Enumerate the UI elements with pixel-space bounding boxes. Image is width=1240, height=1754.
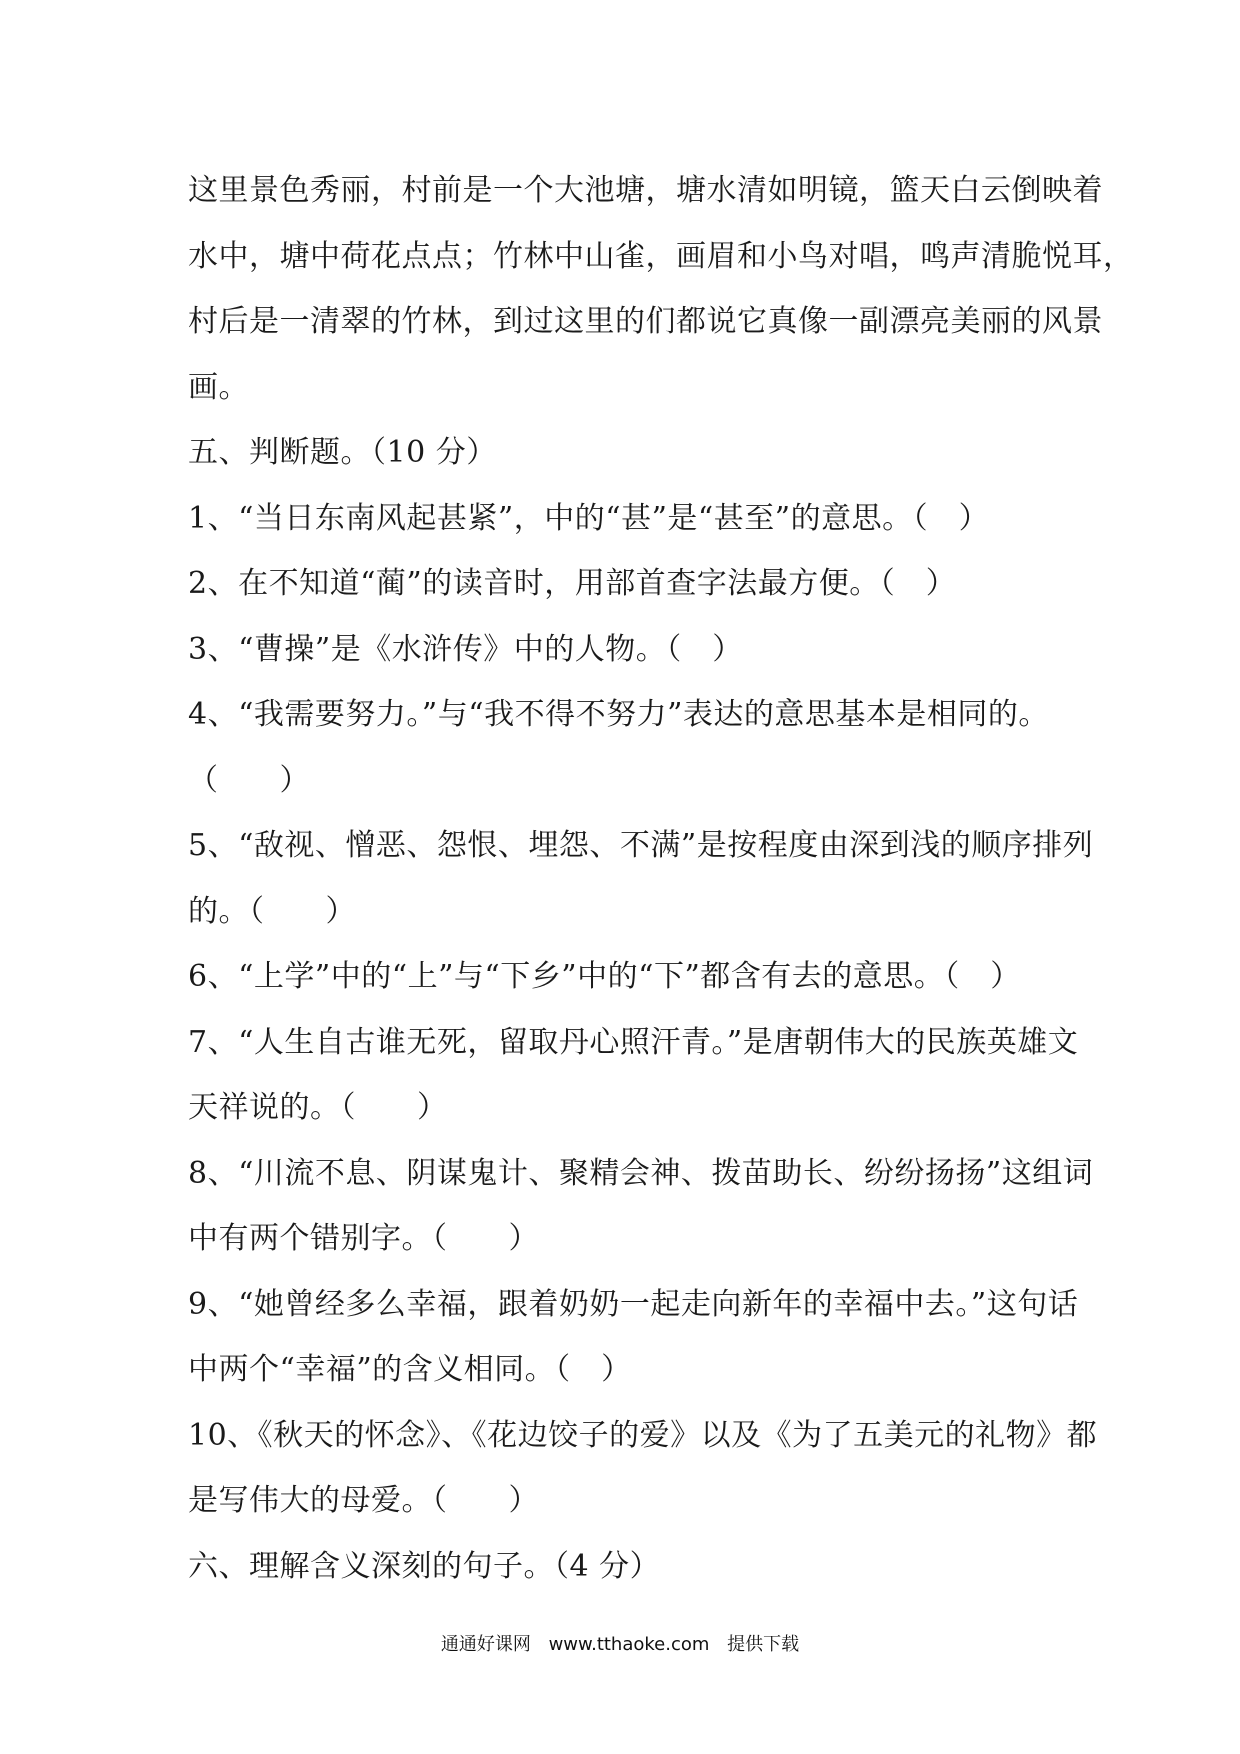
- question-line: 8、“川流不息、阴谋鬼计、聚精会神、拨苗助长、纷纷扬扬”这组词: [188, 1155, 1094, 1191]
- passage-line: 水中，塘中荷花点点；竹林中山雀，画眉和小鸟对唱，鸣声清脆悦耳，: [188, 238, 1134, 274]
- passage-line: 画。: [188, 369, 249, 405]
- question-line: 4、“我需要努力。”与“我不得不努力”表达的意思基本是相同的。: [188, 697, 1049, 732]
- question-line: 10、《秋天的怀念》、《花边饺子的爱》以及《为了五美元的礼物》都: [188, 1417, 1098, 1453]
- section-heading-true-false: 五、判断题。（10 分）: [188, 435, 497, 470]
- passage-line: 这里景色秀丽，村前是一个大池塘，塘水清如明镜，篮天白云倒映着: [188, 173, 1103, 208]
- footer-note: 提供下载: [727, 1634, 800, 1655]
- question-line: 6、“上学”中的“上”与“下乡”中的“下”都含有去的意思。（ ）: [188, 959, 1021, 994]
- question-line: 2、在不知道“蔺”的读音时，用部首查字法最方便。（ ）: [188, 566, 957, 601]
- footer-url: www.tthaoke.com: [548, 1634, 710, 1655]
- question-line: 的。（ ）: [188, 893, 356, 929]
- question-line: 是写伟大的母爱。（ ）: [188, 1483, 539, 1518]
- page-content: [188, 158, 1134, 1599]
- question-line: 9、“她曾经多么幸福，跟着奶奶一起走向新年的幸福中去。”这句话: [188, 1286, 1079, 1322]
- footer-site-name: 通通好课网: [440, 1634, 531, 1655]
- question-line: 7、“人生自古谁无死，留取丹心照汗青。”是唐朝伟大的民族英雄文: [188, 1024, 1079, 1060]
- question-line: 中有两个错别字。（ ）: [188, 1221, 539, 1256]
- question-line: 1、“当日东南风起甚紧”，中的“甚”是“甚至”的意思。（ ）: [188, 500, 990, 536]
- question-line: 3、“曹操”是《水浒传》中的人物。（ ）: [188, 631, 743, 667]
- question-line: 5、“敌视、憎恶、怨恨、埋怨、不满”是按程度由深到浅的顺序排列: [188, 828, 1094, 863]
- question-line: （ ）: [188, 762, 310, 798]
- passage-line: 村后是一清翠的竹林，到过这里的们都说它真像一副漂亮美丽的风景: [188, 304, 1103, 339]
- question-line: 天祥说的。（ ）: [188, 1090, 448, 1125]
- section-heading-sentence-meaning: 六、理解含义深刻的句子。（4 分）: [188, 1548, 661, 1584]
- page-footer: [0, 1630, 1240, 1656]
- question-line: 中两个“幸福”的含义相同。（ ）: [188, 1352, 632, 1387]
